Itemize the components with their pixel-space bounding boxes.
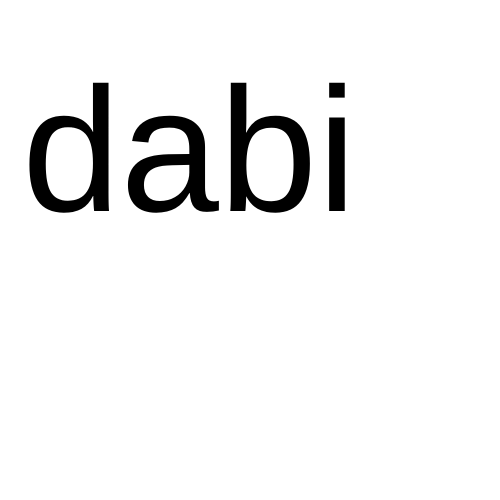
- word-text: dabi: [22, 51, 357, 249]
